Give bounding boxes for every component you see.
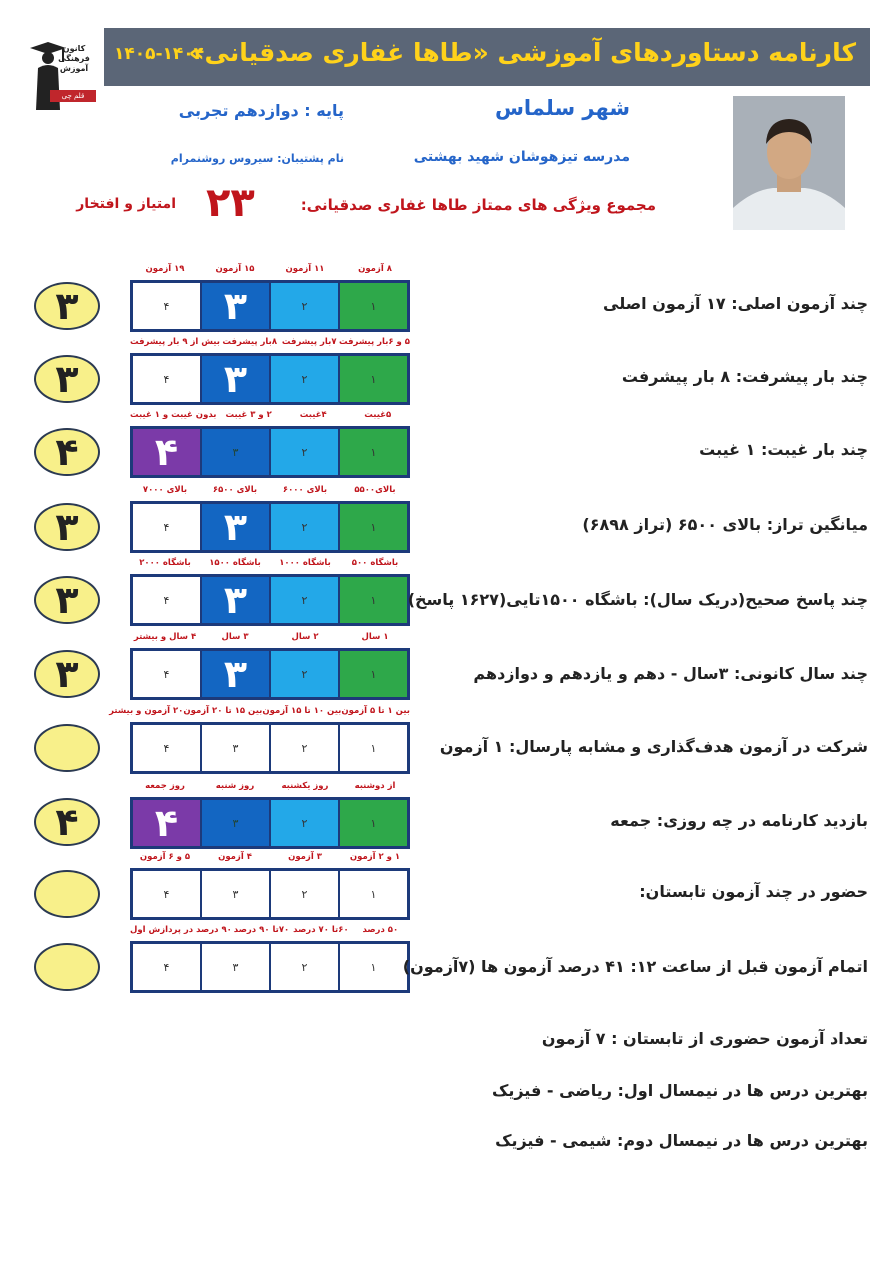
level-cell: ۱	[340, 871, 407, 917]
level-cell: ۲	[271, 577, 338, 623]
row-captions	[130, 485, 410, 499]
level-cell: ۲	[271, 356, 338, 402]
row-label: چند سال کانونی: ۳سال - دهم و یازدهم و دوازدهم	[473, 664, 868, 683]
summer-exams-line: تعداد آزمون حضوری از تابستان : ۷ آزمون	[541, 1029, 868, 1048]
level-caption: ۸بار پیشرفت	[222, 337, 278, 347]
row-label: چند آزمون اصلی: ۱۷ آزمون اصلی	[603, 294, 868, 313]
level-cell-achieved: ۳	[202, 356, 269, 402]
level-caption: بین ۱۵ تا ۲۰ آزمون	[183, 706, 263, 716]
level-caption: ۱ سال	[361, 632, 389, 642]
level-caption: ۱۱ آزمون	[285, 264, 325, 274]
level-cell: ۲	[271, 429, 338, 475]
level-caption: ۱۹ آزمون	[145, 264, 185, 274]
level-caption: روز یکشنبه	[281, 781, 329, 791]
best-subjects-second-term: بهترین درس ها در نیمسال دوم: شیمی - فیزیک	[495, 1131, 868, 1150]
academic-year: ۱۴۰۵-۱۴۰۴	[114, 44, 205, 64]
level-caption: بین ۱ تا ۵ آزمون	[341, 706, 410, 716]
row-score-badge: ۳	[34, 650, 100, 698]
row-captions	[130, 781, 410, 795]
level-cell: ۲	[271, 944, 338, 990]
row-score-badge: ۳	[34, 503, 100, 551]
level-caption: باشگاه ۱۰۰۰	[279, 558, 331, 568]
level-caption: ۲۰ آزمون و بیشتر	[109, 706, 184, 716]
level-cell: ۱	[340, 283, 407, 329]
level-cell: ۱	[340, 577, 407, 623]
level-cell: ۲	[271, 871, 338, 917]
row-score-badge: ۳	[34, 355, 100, 403]
level-cell: ۱	[340, 944, 407, 990]
level-caption: روز جمعه	[145, 781, 185, 791]
row-score-badge: ۳	[34, 282, 100, 330]
report-title: کارنامه دستاوردهای آموزشی «طاها غفاری صدقیانی»	[188, 38, 856, 67]
level-caption: بالای ۷۰۰۰	[142, 485, 188, 495]
row-captions	[130, 558, 410, 572]
level-caption: باشگاه ۵۰۰	[351, 558, 399, 568]
level-cell-achieved: ۳	[202, 651, 269, 697]
level-grid	[130, 280, 410, 332]
level-cell-achieved: ۳	[202, 504, 269, 550]
total-label: مجموع ویژگی های ممتاز طاها غفاری صدقیانی:	[300, 196, 656, 214]
row-label: چند پاسخ صحیح(دریک سال): باشگاه ۱۵۰۰تایی(۱۶۲۷ پاسخ)	[407, 590, 868, 609]
level-cell: ۲	[271, 725, 338, 771]
level-caption: ۲ سال	[291, 632, 319, 642]
level-cell: ۴	[133, 504, 200, 550]
level-grid	[130, 868, 410, 920]
level-caption: بالای ۶۰۰۰	[282, 485, 328, 495]
student-photo	[733, 96, 845, 230]
level-caption: ۸ آزمون	[358, 264, 392, 274]
level-cell: ۴	[133, 651, 200, 697]
grade-label: پایه : دوازدهم تجربی	[178, 101, 344, 120]
level-cell: ۳	[202, 800, 269, 846]
level-cell: ۲	[271, 651, 338, 697]
total-suffix: امتیاز و افتخار	[76, 196, 176, 212]
row-score-badge: ۳	[34, 576, 100, 624]
level-caption: ۵غیبت	[364, 410, 392, 420]
row-captions	[130, 337, 410, 351]
level-cell: ۱	[340, 725, 407, 771]
logo-text: کانون فرهنگی آموزش	[58, 44, 90, 73]
logo-subtitle: قلم چی	[50, 90, 96, 102]
level-grid	[130, 501, 410, 553]
level-cell-achieved: ۳	[202, 577, 269, 623]
row-captions	[130, 264, 410, 278]
level-cell: ۲	[271, 800, 338, 846]
level-cell: ۳	[202, 725, 269, 771]
level-caption: بیش از ۹ بار پیشرفت	[129, 337, 220, 347]
level-cell: ۱	[340, 356, 407, 402]
level-cell: ۴	[133, 283, 200, 329]
row-captions	[130, 632, 410, 646]
level-caption: ۵ و ۶بار پیشرفت	[338, 337, 410, 347]
level-caption: ۴غیبت	[299, 410, 327, 420]
level-caption: ۲ و ۳ غیبت	[225, 410, 272, 420]
level-caption: روز شنبه	[215, 781, 255, 791]
level-cell: ۴	[133, 725, 200, 771]
level-cell: ۲	[271, 283, 338, 329]
level-caption: ۳ آزمون	[288, 852, 322, 862]
row-label: شرکت در آزمون هدف‌گذاری و مشابه پارسال: ۱ آزمون	[439, 737, 868, 756]
level-cell: ۲	[271, 504, 338, 550]
row-label: بازدید کارنامه در چه روزی: جمعه	[610, 811, 868, 830]
row-captions	[130, 925, 410, 939]
level-caption: بدون غیبت و ۱ غیبت	[130, 410, 217, 420]
level-caption: بالای ۶۵۰۰	[212, 485, 258, 495]
level-caption: ۵ و ۶ آزمون	[139, 852, 191, 862]
level-caption: ۶۰تا ۷۰ درصد	[293, 925, 349, 935]
level-grid	[130, 426, 410, 478]
row-label: چند بار پیشرفت: ۸ بار پیشرفت	[621, 367, 868, 386]
level-caption: ۹۰ درصد در پردازش اول	[130, 925, 232, 935]
level-cell-achieved: ۳	[202, 283, 269, 329]
kanoon-logo	[28, 34, 100, 110]
best-subjects-first-term: بهترین درس ها در نیمسال اول: ریاضی - فیزیک	[491, 1081, 868, 1100]
city-label: شهر سلماس	[494, 96, 630, 120]
level-caption: بین ۱۰ تا ۱۵ آزمون	[262, 706, 342, 716]
level-caption: بالای۵۵۰۰	[354, 485, 396, 495]
row-label: چند بار غیبت: ۱ غیبت	[699, 440, 868, 459]
row-label: میانگین تراز: بالای ۶۵۰۰ (تراز ۶۸۹۸)	[582, 515, 868, 534]
title-banner	[104, 28, 870, 86]
row-captions	[130, 852, 410, 866]
level-caption: ۱ و ۲ آزمون	[349, 852, 401, 862]
school-label: مدرسه تیزهوشان شهید بهشتی	[413, 149, 630, 165]
level-cell: ۴	[133, 577, 200, 623]
level-cell: ۴	[133, 944, 200, 990]
row-captions	[130, 410, 410, 424]
level-cell: ۴	[133, 356, 200, 402]
level-grid	[130, 353, 410, 405]
level-grid	[130, 797, 410, 849]
row-score-badge	[34, 724, 100, 772]
level-caption: ۳ سال	[221, 632, 249, 642]
level-caption: ۴ سال و بیشتر	[133, 632, 197, 642]
portrait-icon	[733, 96, 845, 230]
level-caption: ۴ آزمون	[218, 852, 252, 862]
row-score-badge: ۴	[34, 428, 100, 476]
row-label: حضور در چند آزمون تابستان:	[639, 882, 868, 901]
level-caption: ۵۰ درصد	[362, 925, 399, 935]
supporter-label: نام پشتیبان: سیروس روشنمرام	[170, 152, 344, 165]
level-grid	[130, 648, 410, 700]
level-caption: ۱۵ آزمون	[215, 264, 255, 274]
level-grid	[130, 574, 410, 626]
level-cell: ۳	[202, 944, 269, 990]
row-captions	[109, 706, 410, 720]
level-caption: باشگاه ۱۵۰۰	[209, 558, 261, 568]
row-score-badge	[34, 870, 100, 918]
level-cell: ۱	[340, 504, 407, 550]
level-caption: ۷۰تا ۹۰ درصد	[233, 925, 290, 935]
row-score-badge	[34, 943, 100, 991]
level-cell: ۴	[133, 871, 200, 917]
level-grid	[130, 722, 410, 774]
row-score-badge: ۴	[34, 798, 100, 846]
level-caption: ۷بار پیشرفت	[281, 337, 337, 347]
level-caption: باشگاه ۲۰۰۰	[139, 558, 191, 568]
total-score: ۲۳	[206, 180, 255, 226]
level-cell: ۱	[340, 651, 407, 697]
level-cell-achieved: ۴	[133, 429, 200, 475]
row-label: اتمام آزمون قبل از ساعت ۱۲: ۴۱ درصد آزمون ها (۷آزمون)	[402, 957, 868, 976]
level-cell: ۳	[202, 871, 269, 917]
level-cell: ۳	[202, 429, 269, 475]
level-cell: ۱	[340, 429, 407, 475]
level-cell-achieved: ۴	[133, 800, 200, 846]
level-caption: از دوشنبه	[354, 781, 396, 791]
level-cell: ۱	[340, 800, 407, 846]
level-grid	[130, 941, 410, 993]
